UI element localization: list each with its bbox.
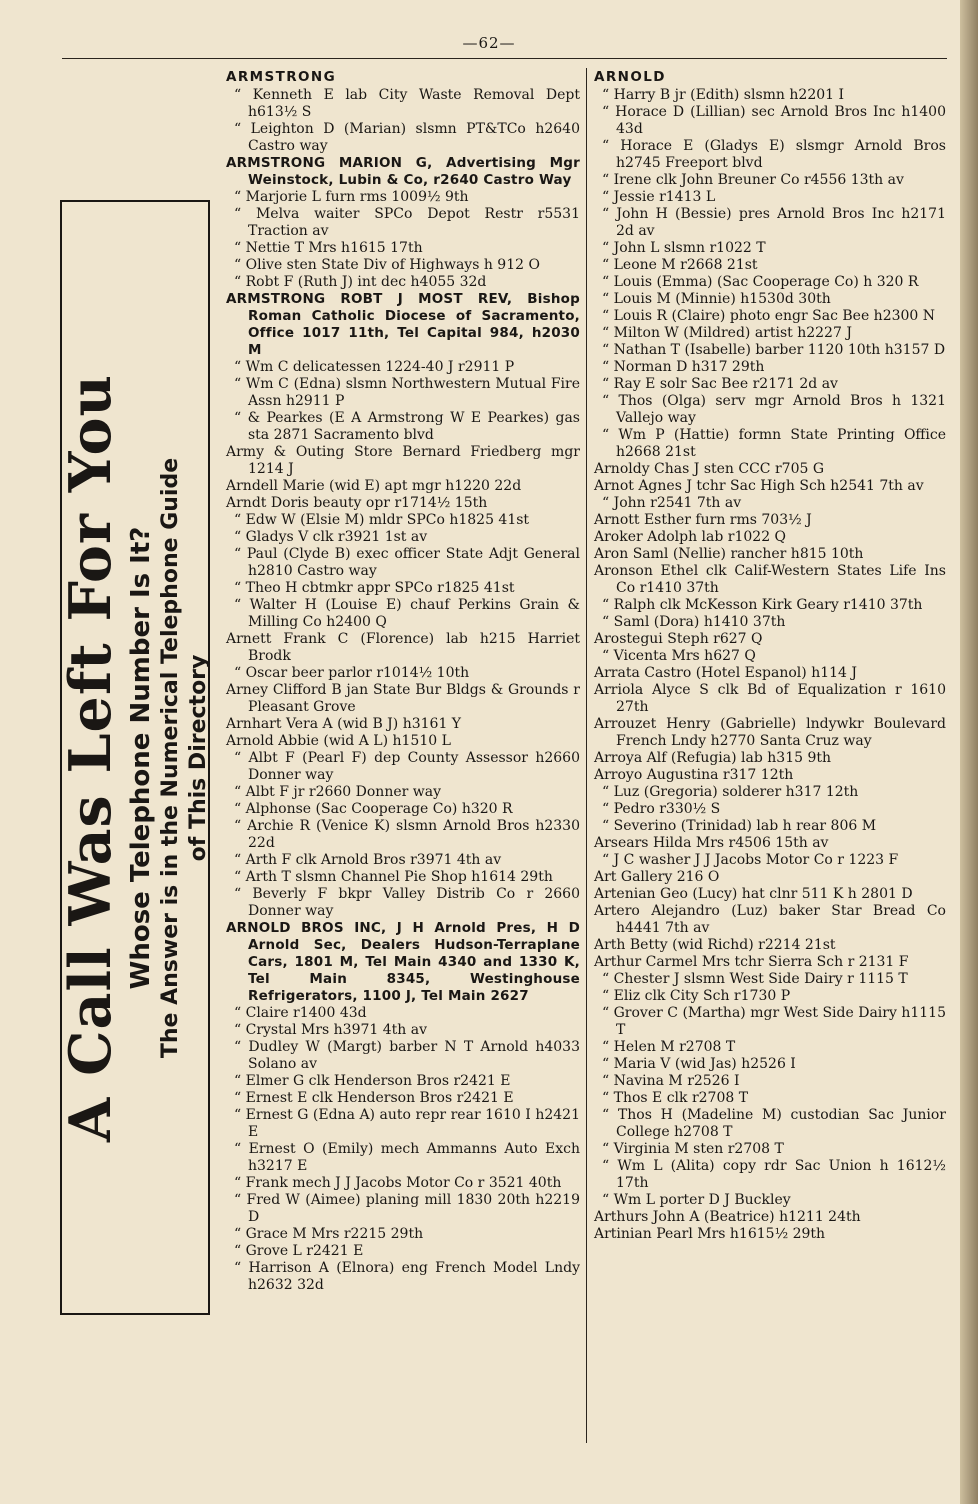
directory-entry: “ Grover C (Martha) mgr West Side Dairy h1115 T — [602, 1005, 946, 1038]
directory-entry: Arsears Hilda Mrs r4506 15th av — [594, 835, 829, 851]
directory-entry: “ Severino (Trinidad) lab h rear 806 M — [602, 818, 877, 834]
business-listing: ARMSTRONG MARION G, Advertising Mgr Weinstock, Lubin & Co, r2640 Castro Way — [226, 155, 580, 188]
directory-entry: Arroyo Augustina r317 12th — [594, 767, 794, 783]
directory-entry: Army & Outing Store Bernard Friedberg mgr 1214 J — [226, 444, 580, 477]
directory-entry: “ John L slsmn r1022 T — [602, 240, 766, 256]
directory-entry: Arney Clifford B jan State Bur Bldgs & Grounds r Pleasant Grove — [226, 682, 580, 715]
directory-entry: “ Nathan T (Isabelle) barber 1120 10th h3157 D — [602, 342, 946, 358]
directory-entry: “ & Pearkes (E A Armstrong W E Pearkes) gas sta 2871 Sacramento blvd — [234, 410, 580, 443]
directory-entry: “ Paul (Clyde B) exec officer State Adjt General h2810 Castro way — [234, 546, 580, 579]
directory-entry: “ Olive sten State Div of Highways h 912 O — [234, 257, 540, 273]
directory-entry: “ Elmer G clk Henderson Bros r2421 E — [234, 1073, 511, 1089]
directory-entry: “ Thos (Olga) serv mgr Arnold Bros h 1321 Vallejo way — [602, 393, 946, 426]
directory-entry: “ Wm L porter D J Buckley — [602, 1192, 791, 1208]
advertisement-text — [57, 228, 211, 1288]
directory-entry: Arndell Marie (wid E) apt mgr h1220 22d — [226, 478, 522, 494]
directory-entry: “ Nettie T Mrs h1615 17th — [234, 240, 423, 256]
ad-line-3: The Answer is in the Numerical Telephone Guide — [158, 457, 183, 1058]
directory-entry: Arth Betty (wid Richd) r2214 21st — [594, 937, 836, 953]
ad-subheadline: Whose Telephone Number Is It? — [126, 526, 156, 989]
directory-entry: “ Beverly F bkpr Valley Distrib Co r 2660 Donner way — [234, 886, 580, 919]
directory-entry: “ Claire r1400 43d — [234, 1005, 367, 1021]
directory-entry: “ Saml (Dora) h1410 37th — [602, 614, 786, 630]
directory-entry: “ Archie R (Venice K) slsmn Arnold Bros h2330 22d — [234, 818, 580, 851]
directory-entry: Arndt Doris beauty opr r1714½ 15th — [226, 495, 488, 511]
section-header: ARMSTRONG — [226, 69, 337, 85]
directory-entry: “ Grove L r2421 E — [234, 1243, 364, 1259]
directory-entry: “ Kenneth E lab City Waste Removal Dept h613½ S — [234, 87, 580, 120]
directory-entry: “ Louis R (Claire) photo engr Sac Bee h2300 N — [602, 308, 936, 324]
directory-entry: “ Arth F clk Arnold Bros r3971 4th av — [234, 852, 502, 868]
header-rule — [62, 58, 947, 59]
directory-entry: Art Gallery 216 O — [594, 869, 720, 885]
directory-entry: Arostegui Steph r627 Q — [594, 631, 763, 647]
directory-entry: “ Thos H (Madeline M) custodian Sac Junior College h2708 T — [602, 1107, 946, 1140]
directory-entry: Arnhart Vera A (wid B J) h3161 Y — [226, 716, 462, 732]
business-listing: ARNOLD BROS INC, J H Arnold Pres, H D Arnold Sec, Dealers Hudson-Terraplane Cars, 1801 M, Tel Main 4340 and 1330 K, Tel Main 8345, Westinghouse Refrigerators, 1100 J, Tel Main 2627 — [226, 920, 580, 1004]
directory-entry: Arnoldy Chas J sten CCC r705 G — [594, 461, 825, 477]
directory-entry: Arrouzet Henry (Gabrielle) lndywkr Boulevard French Lndy h2770 Santa Cruz way — [594, 716, 946, 749]
directory-entry: “ Melva waiter SPCo Depot Restr r5531 Traction av — [234, 206, 580, 239]
directory-column-right — [594, 68, 946, 1243]
directory-entry: Aron Saml (Nellie) rancher h815 10th — [594, 546, 864, 562]
directory-entry: “ Irene clk John Breuner Co r4556 13th av — [602, 172, 904, 188]
directory-entry: “ Wm C delicatessen 1224-40 J r2911 P — [234, 359, 515, 375]
directory-entry: “ Eliz clk City Sch r1730 P — [602, 988, 791, 1004]
directory-entry: Artenian Geo (Lucy) hat clnr 511 K h 2801 D — [594, 886, 913, 902]
directory-entry: “ Albt F (Pearl F) dep County Assessor h2660 Donner way — [234, 750, 580, 783]
directory-entry: “ Virginia M sten r2708 T — [602, 1141, 784, 1157]
directory-entry: Arnold Abbie (wid A L) h1510 L — [226, 733, 451, 749]
directory-entry: Artero Alejandro (Luz) baker Star Bread Co h4441 7th av — [594, 903, 946, 936]
directory-entry: Arnot Agnes J tchr Sac High Sch h2541 7th av — [594, 478, 924, 494]
directory-entry: “ Luz (Gregoria) solderer h317 12th — [602, 784, 859, 800]
page-edge — [960, 0, 978, 1504]
directory-entry: “ Ernest O (Emily) mech Ammanns Auto Exch h3217 E — [234, 1141, 580, 1174]
directory-entry: “ Robt F (Ruth J) int dec h4055 32d — [234, 274, 487, 290]
directory-entry: “ Maria V (wid Jas) h2526 I — [602, 1056, 796, 1072]
directory-entry: “ Milton W (Mildred) artist h2227 J — [602, 325, 852, 341]
directory-entry: “ John H (Bessie) pres Arnold Bros Inc h2171 2d av — [602, 206, 946, 239]
directory-entry: “ Louis (Emma) (Sac Cooperage Co) h 320 R — [602, 274, 919, 290]
directory-entry: “ Wm L (Alita) copy rdr Sac Union h 1612½ 17th — [602, 1158, 946, 1191]
directory-entry: Arnett Frank C (Florence) lab h215 Harriet Brodk — [226, 631, 580, 664]
directory-entry: “ Harry B jr (Edith) slsmn h2201 I — [602, 87, 845, 103]
ad-line-4: of This Directory — [186, 654, 211, 861]
directory-entry: “ Vicenta Mrs h627 Q — [602, 648, 756, 664]
directory-entry: “ John r2541 7th av — [602, 495, 742, 511]
directory-entry: Arthurs John A (Beatrice) h1211 24th — [594, 1209, 861, 1225]
directory-entry: “ Gladys V clk r3921 1st av — [234, 529, 428, 545]
directory-entry: “ Fred W (Aimee) planing mill 1830 20th h2219 D — [234, 1192, 580, 1225]
directory-entry: Arnott Esther furn rms 703½ J — [594, 512, 812, 528]
directory-entry: “ Crystal Mrs h3971 4th av — [234, 1022, 428, 1038]
directory-entry: Arroya Alf (Refugia) lab h315 9th — [594, 750, 832, 766]
directory-entry: “ Dudley W (Margt) barber N T Arnold h4033 Solano av — [234, 1039, 580, 1072]
directory-entry: “ Ralph clk McKesson Kirk Geary r1410 37th — [602, 597, 923, 613]
directory-entry: “ Leighton D (Marian) slsmn PT&TCo h2640 Castro way — [234, 121, 580, 154]
directory-entry: “ Grace M Mrs r2215 29th — [234, 1226, 424, 1242]
directory-entry: “ Helen M r2708 T — [602, 1039, 736, 1055]
directory-entry: “ Alphonse (Sac Cooperage Co) h320 R — [234, 801, 513, 817]
directory-entry: “ Navina M r2526 I — [602, 1073, 740, 1089]
directory-entry: “ Norman D h317 29th — [602, 359, 765, 375]
directory-entry: Arthur Carmel Mrs tchr Sierra Sch r 2131 F — [594, 954, 909, 970]
directory-entry: “ Wm P (Hattie) formn State Printing Office h2668 21st — [602, 427, 946, 460]
directory-entry: “ Pedro r330½ S — [602, 801, 721, 817]
directory-entry: “ Thos E clk r2708 T — [602, 1090, 749, 1106]
directory-entry: “ Frank mech J J Jacobs Motor Co r 3521 40th — [234, 1175, 562, 1191]
directory-entry: Arriola Alyce S clk Bd of Equalization r 1610 27th — [594, 682, 946, 715]
directory-entry: “ J C washer J J Jacobs Motor Co r 1223 F — [602, 852, 899, 868]
directory-entry: “ Horace D (Lillian) sec Arnold Bros Inc h1400 43d — [602, 104, 946, 137]
directory-entry: “ Marjorie L furn rms 1009½ 9th — [234, 189, 469, 205]
directory-entry: “ Arth T slsmn Channel Pie Shop h1614 29th — [234, 869, 553, 885]
directory-entry: “ Ernest G (Edna A) auto repr rear 1610 I h2421 E — [234, 1107, 580, 1140]
directory-entry: “ Theo H cbtmkr appr SPCo r1825 41st — [234, 580, 515, 596]
directory-entry: Artinian Pearl Mrs h1615½ 29th — [594, 1226, 826, 1242]
section-header: ARNOLD — [594, 69, 666, 85]
directory-entry: Aroker Adolph lab r1022 Q — [594, 529, 787, 545]
directory-entry: “ Ray E solr Sac Bee r2171 2d av — [602, 376, 838, 392]
directory-column-left — [226, 68, 580, 1294]
directory-entry: “ Edw W (Elsie M) mldr SPCo h1825 41st — [234, 512, 530, 528]
directory-entry: “ Jessie r1413 L — [602, 189, 716, 205]
directory-entry: “ Chester J slsmn West Side Dairy r 1115 T — [602, 971, 908, 987]
directory-entry: “ Ernest E clk Henderson Bros r2421 E — [234, 1090, 514, 1106]
directory-entry: “ Louis M (Minnie) h1530d 30th — [602, 291, 831, 307]
directory-entry: “ Harrison A (Elnora) eng French Model Lndy h2632 32d — [234, 1260, 580, 1293]
advertisement-box — [57, 200, 211, 1315]
directory-entry: “ Albt F jr r2660 Donner way — [234, 784, 442, 800]
page-number: —62— — [462, 34, 516, 52]
directory-entry: “ Oscar beer parlor r1014½ 10th — [234, 665, 470, 681]
directory-entry: “ Wm C (Edna) slsmn Northwestern Mutual Fire Assn h2911 P — [234, 376, 580, 409]
directory-entry: “ Walter H (Louise E) chauf Perkins Grain & Milling Co h2400 Q — [234, 597, 580, 630]
business-listing: ARMSTRONG ROBT J MOST REV, Bishop Roman Catholic Diocese of Sacramento, Office 1017 11th, Tel Capital 984, h2030 M — [226, 291, 580, 358]
directory-entry: “ Leone M r2668 21st — [602, 257, 758, 273]
ad-headline: A Call Was Left For You — [57, 373, 124, 1142]
directory-entry: Aronson Ethel clk Calif-Western States Life Ins Co r1410 37th — [594, 563, 946, 596]
directory-entry: “ Horace E (Gladys E) slsmgr Arnold Bros h2745 Freeport blvd — [602, 138, 946, 171]
column-divider — [586, 68, 587, 1443]
directory-entry: Arrata Castro (Hotel Espanol) h114 J — [594, 665, 857, 681]
